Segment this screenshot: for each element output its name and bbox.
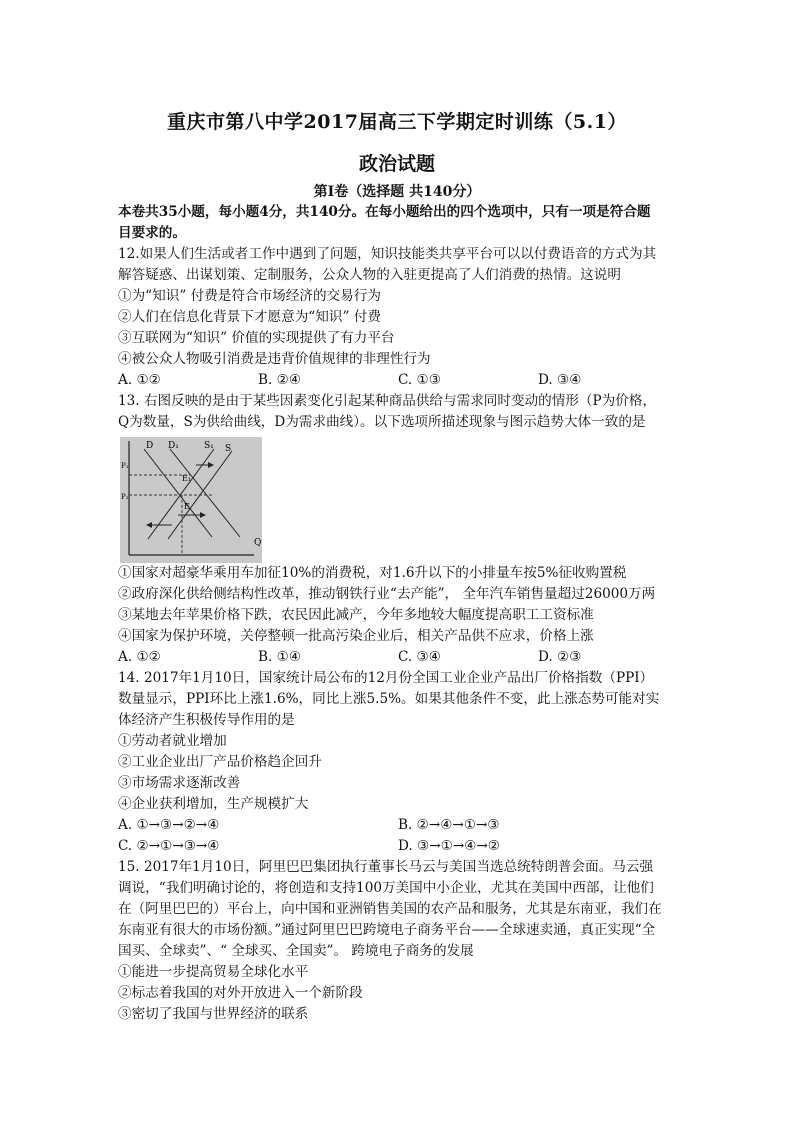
question-15-stem: 国买、全球卖”、“ 全球买、全国卖”。 跨境电子商务的发展 — [118, 943, 474, 959]
label-e1: E₁ — [182, 474, 192, 483]
question-15-item: ②标志着我国的对外开放进入一个新阶段 — [118, 985, 363, 1001]
question-12-stem: 解答疑惑、出谋划策、定制服务，公众人物的入驻更提高了人们消费的热情。这说明 — [118, 267, 621, 283]
question-12-item: ②人们在信息化背景下才愿意为“知识” 付费 — [118, 309, 381, 325]
question-13-item: ②政府深化供给侧结构性改革，推动钢铁行业“去产能”， 全年汽车销售量超过26000万两 — [118, 586, 656, 602]
question-13-stem: 13. 右图反映的是由于某些因素变化引起某种商品供给与需求同时变动的情形（P为价格， — [118, 393, 657, 409]
page-title: 重庆市第八中学2017届高三下学期定时训练（5.1） — [167, 111, 627, 133]
option-a: A. ①② — [118, 649, 161, 665]
option-c: C. ③④ — [398, 649, 441, 665]
label-e: E — [184, 502, 190, 511]
question-14-item: ④企业获利增加，生产规模扩大 — [118, 796, 309, 812]
option-a: A. ①② — [118, 372, 161, 388]
question-15-stem: 东南亚有很大的市场份额。”通过阿里巴巴跨境电子商务平台——全球速卖通，真正实现“全 — [118, 922, 656, 938]
section-heading: 第Ⅰ卷（选择题 共140分） — [313, 184, 481, 200]
question-13-options — [118, 647, 688, 668]
label-s: S — [225, 444, 232, 454]
label-s1: S₁ — [204, 441, 214, 451]
question-13-item: ①国家对超豪华乘用车加征10%的消费税，对1.6升以下的小排量车按5%征收购置税 — [118, 565, 627, 581]
option-d: D. ③④ — [538, 372, 582, 388]
question-12-options — [118, 370, 688, 391]
question-15-stem: 在（阿里巴巴的）平台上，向中国和亚洲销售美国的农产品和服务，尤其是东南亚，我们在 — [118, 901, 662, 917]
question-14-item: ②工业企业出厂产品价格趋企回升 — [118, 754, 322, 770]
question-14-item: ③市场需求逐渐改善 — [118, 775, 241, 791]
question-14-options-row1 — [118, 815, 688, 836]
option-d: D. ②③ — [538, 649, 582, 665]
question-13-item: ③某地去年苹果价格下跌，农民因此减产，今年多地较大幅度提高职工工资标准 — [118, 607, 594, 623]
question-15-item: ①能进一步提高贸易全球化水平 — [118, 964, 309, 980]
label-p1: P₁ — [121, 462, 129, 470]
question-15-stem: 调说，“我们明确讨论的，将创造和支持100万美国中小企业，尤其在美国中西部，让他们 — [118, 880, 654, 896]
option-b: B. ①④ — [258, 649, 302, 665]
label-p2: P₂ — [121, 493, 129, 501]
question-15-item: ③密切了我国与世界经济的联系 — [118, 1006, 309, 1022]
question-13-stem: Q为数量，S为供给曲线，D为需求曲线）。以下选项所描述现象与图示趋势大体一致的是 — [118, 414, 646, 430]
supply-demand-svg — [120, 437, 262, 563]
option-b: B. ②→④→①→③ — [398, 817, 500, 833]
label-d1: D₁ — [168, 441, 179, 451]
page-subtitle: 政治试题 — [358, 153, 435, 175]
question-12-item: ③互联网为“知识” 价值的实现提供了有力平台 — [118, 330, 395, 346]
question-14-stem: 14. 2017年1月10日，国家统计局公布的12月份全国工业企业产品出厂价格指数（PPI） — [118, 670, 654, 686]
question-14-stem: 体经济产生积极传导作用的是 — [118, 712, 295, 728]
instructions-line: 目要求的。 — [118, 225, 186, 241]
question-12-stem: 12.如果人们生活或者工作中遇到了问题，知识技能类共享平台可以以付费语音的方式为其 — [118, 246, 657, 262]
question-14-options-row2 — [118, 836, 688, 857]
option-d: D. ③→①→④→② — [398, 838, 500, 854]
question-body — [118, 202, 688, 1025]
graph-background — [120, 437, 262, 563]
supply-demand-graph — [120, 437, 262, 563]
label-q: Q — [254, 538, 262, 548]
question-12-item: ①为“知识” 付费是符合市场经济的交易行为 — [118, 288, 381, 304]
option-b: B. ②④ — [258, 372, 302, 388]
question-13-item: ④国家为保护环境，关停整顿一批高污染企业后，相关产品供不应求，价格上涨 — [118, 628, 594, 644]
option-c: C. ②→①→③→④ — [118, 838, 220, 854]
question-14-stem: 数量显示，PPI环比上涨1.6%，同比上涨5.5%。如果其他条件不变，此上涨态势可能对实 — [118, 691, 660, 707]
instructions-line: 本卷共35小题，每小题4分，共140分。在每小题给出的四个选项中，只有一项是符合题 — [118, 204, 651, 220]
option-c: C. ①③ — [398, 372, 441, 388]
question-14-item: ①劳动者就业增加 — [118, 733, 227, 749]
label-d: D — [146, 441, 154, 451]
question-12-item: ④被公众人物吸引消费是违背价值规律的非理性行为 — [118, 351, 431, 367]
question-15-stem: 15. 2017年1月10日，阿里巴巴集团执行董事长马云与美国当选总统特朗普会面。马云强 — [118, 859, 654, 875]
option-a: A. ①→③→②→④ — [118, 817, 220, 833]
